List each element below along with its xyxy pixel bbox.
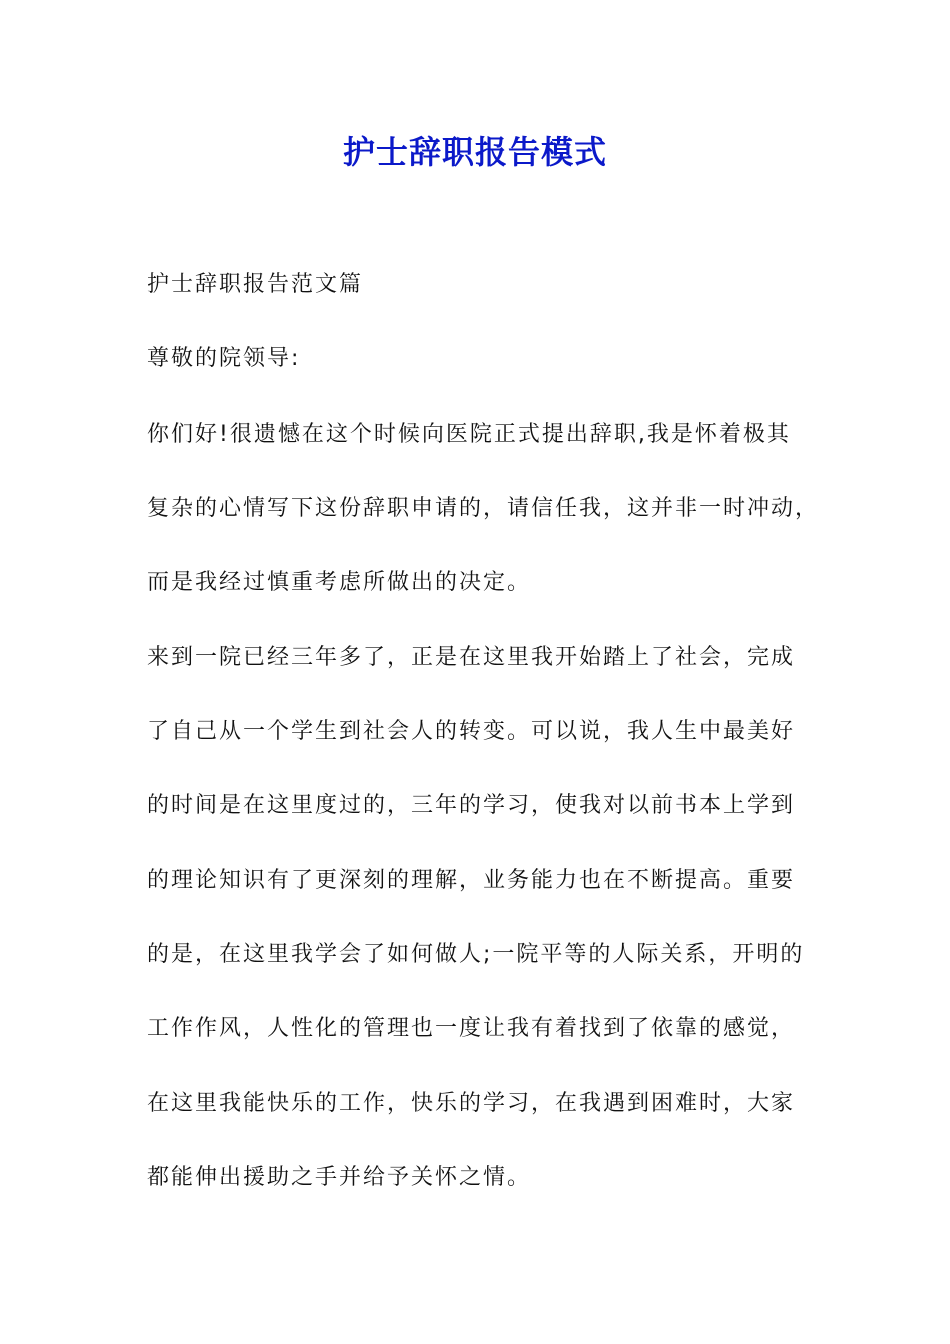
- paragraph-line: 工作作风，人性化的管理也一度让我有着找到了依靠的感觉，: [147, 1016, 796, 1041]
- paragraph-line: 而是我经过慎重考虑所做出的决定。: [147, 570, 532, 595]
- salutation: 尊敬的院领导:: [147, 346, 301, 371]
- paragraph-line: 你们好!很遗憾在这个时候向医院正式提出辞职,我是怀着极其: [147, 422, 791, 447]
- paragraph-line: 来到一院已经三年多了，正是在这里我开始踏上了社会，完成: [147, 645, 796, 670]
- paragraph-line: 复杂的心情写下这份辞职申请的，请信任我，这并非一时冲动，: [147, 496, 820, 521]
- paragraph-line: 的时间是在这里度过的，三年的学习，使我对以前书本上学到: [147, 793, 796, 818]
- paragraph-line: 在这里我能快乐的工作，快乐的学习，在我遇到困难时，大家: [147, 1091, 796, 1116]
- document-title: 护士辞职报告模式: [342, 133, 607, 171]
- paragraph-line: 的理论知识有了更深刻的理解，业务能力也在不断提高。重要: [147, 868, 796, 893]
- paragraph-line: 都能伸出援助之手并给予关怀之情。: [147, 1165, 532, 1190]
- paragraph-line: 的是，在这里我学会了如何做人;一院平等的人际关系，开明的: [147, 942, 805, 967]
- section-heading: 护士辞职报告范文篇: [147, 272, 364, 297]
- paragraph-line: 了自己从一个学生到社会人的转变。可以说，我人生中最美好: [147, 719, 796, 744]
